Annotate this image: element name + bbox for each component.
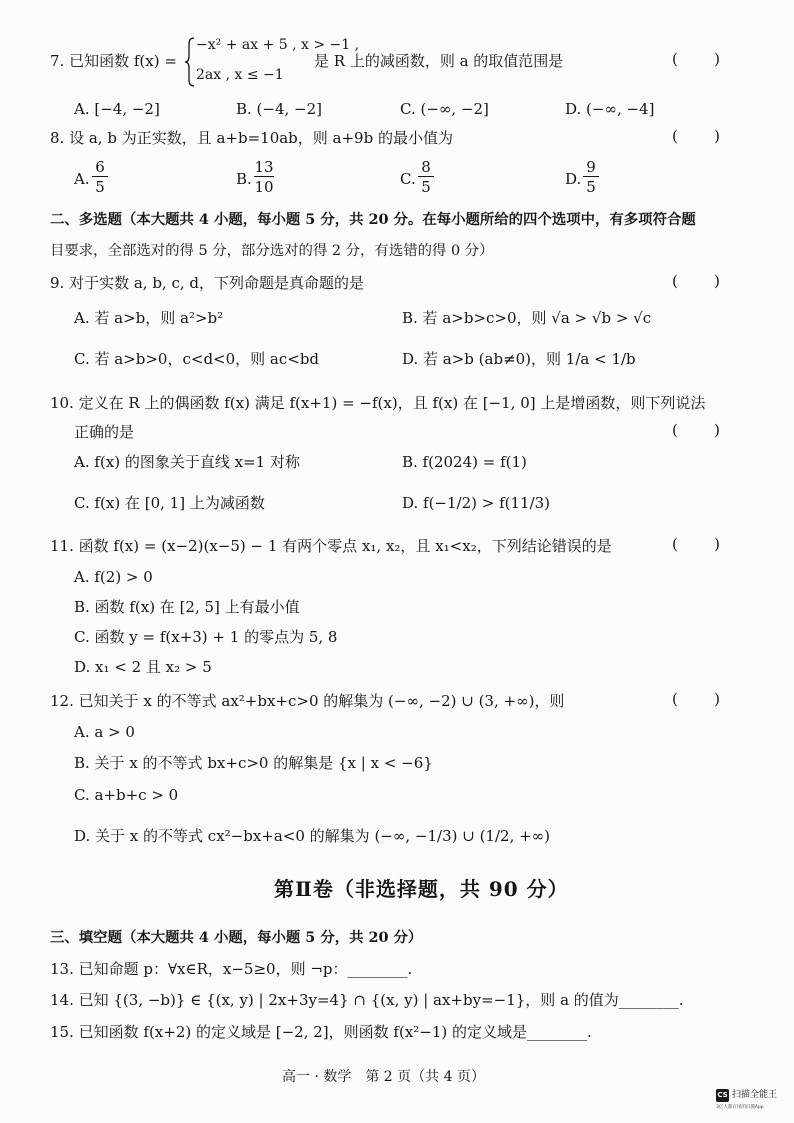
q7-case1: −x² + ax + 5 , x > −1 ,: [196, 37, 360, 53]
section2-heading-line2: 目要求，全部选对的得 5 分，部分选对的得 2 分，有选错的得 0 分）: [50, 243, 494, 259]
q7-prefix: 7. 已知函数 f(x) =: [50, 52, 177, 70]
q9-option-c: C. 若 a>b>0，c<d<0，则 ac<bd: [74, 350, 320, 368]
q13-stem: 13. 已知命题 p：∀x∈R，x−5≥0，则 ¬p：________.: [50, 960, 413, 978]
q10-option-c: C. f(x) 在 [0, 1] 上为减函数: [74, 494, 265, 512]
q12-option-c: C. a+b+c > 0: [74, 786, 179, 804]
q12-option-d: D. 关于 x 的不等式 cx²−bx+a<0 的解集为 (−∞, −1/3) ∪ (1/2, +∞): [74, 827, 551, 845]
q12-answer-paren: ( ): [672, 690, 720, 708]
q8-answer-paren: ( ): [672, 127, 720, 145]
q10-option-a: A. f(x) 的图象关于直线 x=1 对称: [74, 453, 300, 471]
page-footer: 高一 · 数学 第 2 页（共 4 页）: [282, 1069, 485, 1085]
exam-page: 7. 已知函数 f(x) = −x² + ax + 5 , x > −1 , 2ax , x ≤ −1 是 R 上的减函数，则 a 的取值范围是 ( ) A. [−4, −2] B. (−4, −2] C. (−∞, −2] D. (−∞, −4] 8. 设 a, b 为正实数，且 a+b=10ab，则 a+9b 的最小值为 ( ) A. 6 5 B. 13 10 C. 8 5 D. 9 5 二、多选题（本大题共 4 小题，每小题 5 分，共 20 分。在每小题所给的四个选项中，有多项符合题 目要求，全部选对的得 5 分，部分选对的得 2 分，有选错的得 0 分） 9. 对于实数 a, b, c, d，下列命题是真命题的是 ( ) A. 若 a>b，则 a²>b² B. 若 a>b>c>0，则 √a > √b > √c C. 若 a>b>0，c<d<0，则 ac<bd D. 若 a>b (ab≠0)，则 1/a < 1/b 10. 定义在 R 上的偶函数 f(x) 满足 f(x+1) = −f(x)，且 f(x) 在 [−1, 0] 上是增函数，则下列说法 正确的是 ( ) A. f(x) 的图象关于直线 x=1 对称 B. f(2024) = f(1) C. f(x) 在 [0, 1] 上为减函数 D. f(−1/2) > f(11/3) 11. 函数 f(x) = (x−2)(x−5) − 1 有两个零点 x₁, x₂，且 x₁<x₂，下列结论错误的是 ( ) A. f(2) > 0 B. 函数 f(x) 在 [2, 5] 上有最小值 C. 函数 y = f(x+3) + 1 的零点为 5, 8 D. x₁ < 2 且 x₂ > 5 12. 已知关于 x 的不等式 ax²+bx+c>0 的解集为 (−∞, −2) ∪ (3, +∞)，则 ( ) A. a > 0 B. 关于 x 的不等式 bx+c>0 的解集是 {x | x < −6} C. a+b+c > 0 D. 关于 x 的不等式 cx²−bx+a<0 的解集为 (−∞, −1/3) ∪ (1/2, +∞) 第Ⅱ卷（非选择题，共 90 分） 三、填空题（本大题共 4 小题，每小题 5 分，共 20 分） 13. 已知命题 p：∀x∈R，x−5≥0，则 ¬p：________. 14. 已知 {(3, −b)} ∈ {(x, y) | 2x+3y=4} ∩ {(x, y) | ax+by=−1}，则 a 的值为________. 15. 已知函数 f(x+2) 的定义域是 [−2, 2]，则函数 f(x²−1) 的定义域是________. 高一 · 数学 第 2 页（共 4 页） CS 扫描全能王 3亿人都在用的扫描App: [0, 0, 794, 1123]
q10-option-b: B. f(2024) = f(1): [402, 453, 527, 471]
q12-option-b: B. 关于 x 的不等式 bx+c>0 的解集是 {x | x < −6}: [74, 754, 433, 772]
q9-stem: 9. 对于实数 a, b, c, d，下列命题是真命题的是: [50, 274, 365, 292]
q14-stem: 14. 已知 {(3, −b)} ∈ {(x, y) | 2x+3y=4} ∩ {(x, y) | ax+by=−1}，则 a 的值为________.: [50, 991, 684, 1009]
q7-option-c: C. (−∞, −2]: [400, 100, 489, 118]
section3-heading: 三、填空题（本大题共 4 小题，每小题 5 分，共 20 分）: [50, 929, 423, 946]
q15-stem: 15. 已知函数 f(x+2) 的定义域是 [−2, 2]，则函数 f(x²−1) 的定义域是________.: [50, 1023, 592, 1041]
q9-option-b: B. 若 a>b>c>0，则 √a > √b > √c: [402, 309, 652, 327]
q7-case2: 2ax , x ≤ −1: [196, 67, 284, 83]
scanner-app-name: 扫描全能王: [732, 1090, 778, 1100]
q10-answer-paren: ( ): [672, 421, 720, 439]
q11-stem: 11. 函数 f(x) = (x−2)(x−5) − 1 有两个零点 x₁, x₂，且 x₁<x₂，下列结论错误的是: [50, 537, 612, 555]
q7-brace: [184, 36, 196, 88]
q12-option-a: A. a > 0: [74, 723, 135, 741]
q10-stem-line2: 正确的是: [74, 423, 135, 441]
q10-stem: 10. 定义在 R 上的偶函数 f(x) 满足 f(x+1) = −f(x)，且 f(x) 在 [−1, 0] 上是增函数，则下列说法: [50, 394, 706, 412]
q7-answer-paren: ( ): [672, 50, 720, 68]
q7-option-b: B. (−4, −2]: [236, 100, 323, 118]
scanner-tagline: 3亿人都在用的扫描App: [716, 1105, 764, 1110]
q12-stem: 12. 已知关于 x 的不等式 ax²+bx+c>0 的解集为 (−∞, −2) ∪ (3, +∞)，则: [50, 692, 565, 710]
q7-option-d: D. (−∞, −4]: [565, 100, 655, 118]
part2-title: 第Ⅱ卷（非选择题，共 90 分）: [274, 877, 569, 901]
q7-suffix: 是 R 上的减函数，则 a 的取值范围是: [314, 52, 564, 70]
q11-option-b: B. 函数 f(x) 在 [2, 5] 上有最小值: [74, 598, 300, 616]
q11-option-c: C. 函数 y = f(x+3) + 1 的零点为 5, 8: [74, 628, 338, 646]
q9-option-a: A. 若 a>b，则 a²>b²: [74, 309, 224, 327]
q7-option-a: A. [−4, −2]: [74, 100, 160, 118]
q11-option-a: A. f(2) > 0: [74, 568, 153, 586]
q9-answer-paren: ( ): [672, 272, 720, 290]
q11-option-d: D. x₁ < 2 且 x₂ > 5: [74, 658, 212, 676]
section2-heading: 二、多选题（本大题共 4 小题，每小题 5 分，共 20 分。在每小题所给的四个选项中，有多项符合题: [50, 211, 696, 228]
q8-stem: 8. 设 a, b 为正实数，且 a+b=10ab，则 a+9b 的最小值为: [50, 129, 453, 147]
q9-option-d: D. 若 a>b (ab≠0)，则 1/a < 1/b: [402, 350, 636, 368]
q11-answer-paren: ( ): [672, 535, 720, 553]
q10-option-d: D. f(−1/2) > f(11/3): [402, 494, 551, 512]
scanner-logo-icon: CS: [716, 1089, 729, 1102]
